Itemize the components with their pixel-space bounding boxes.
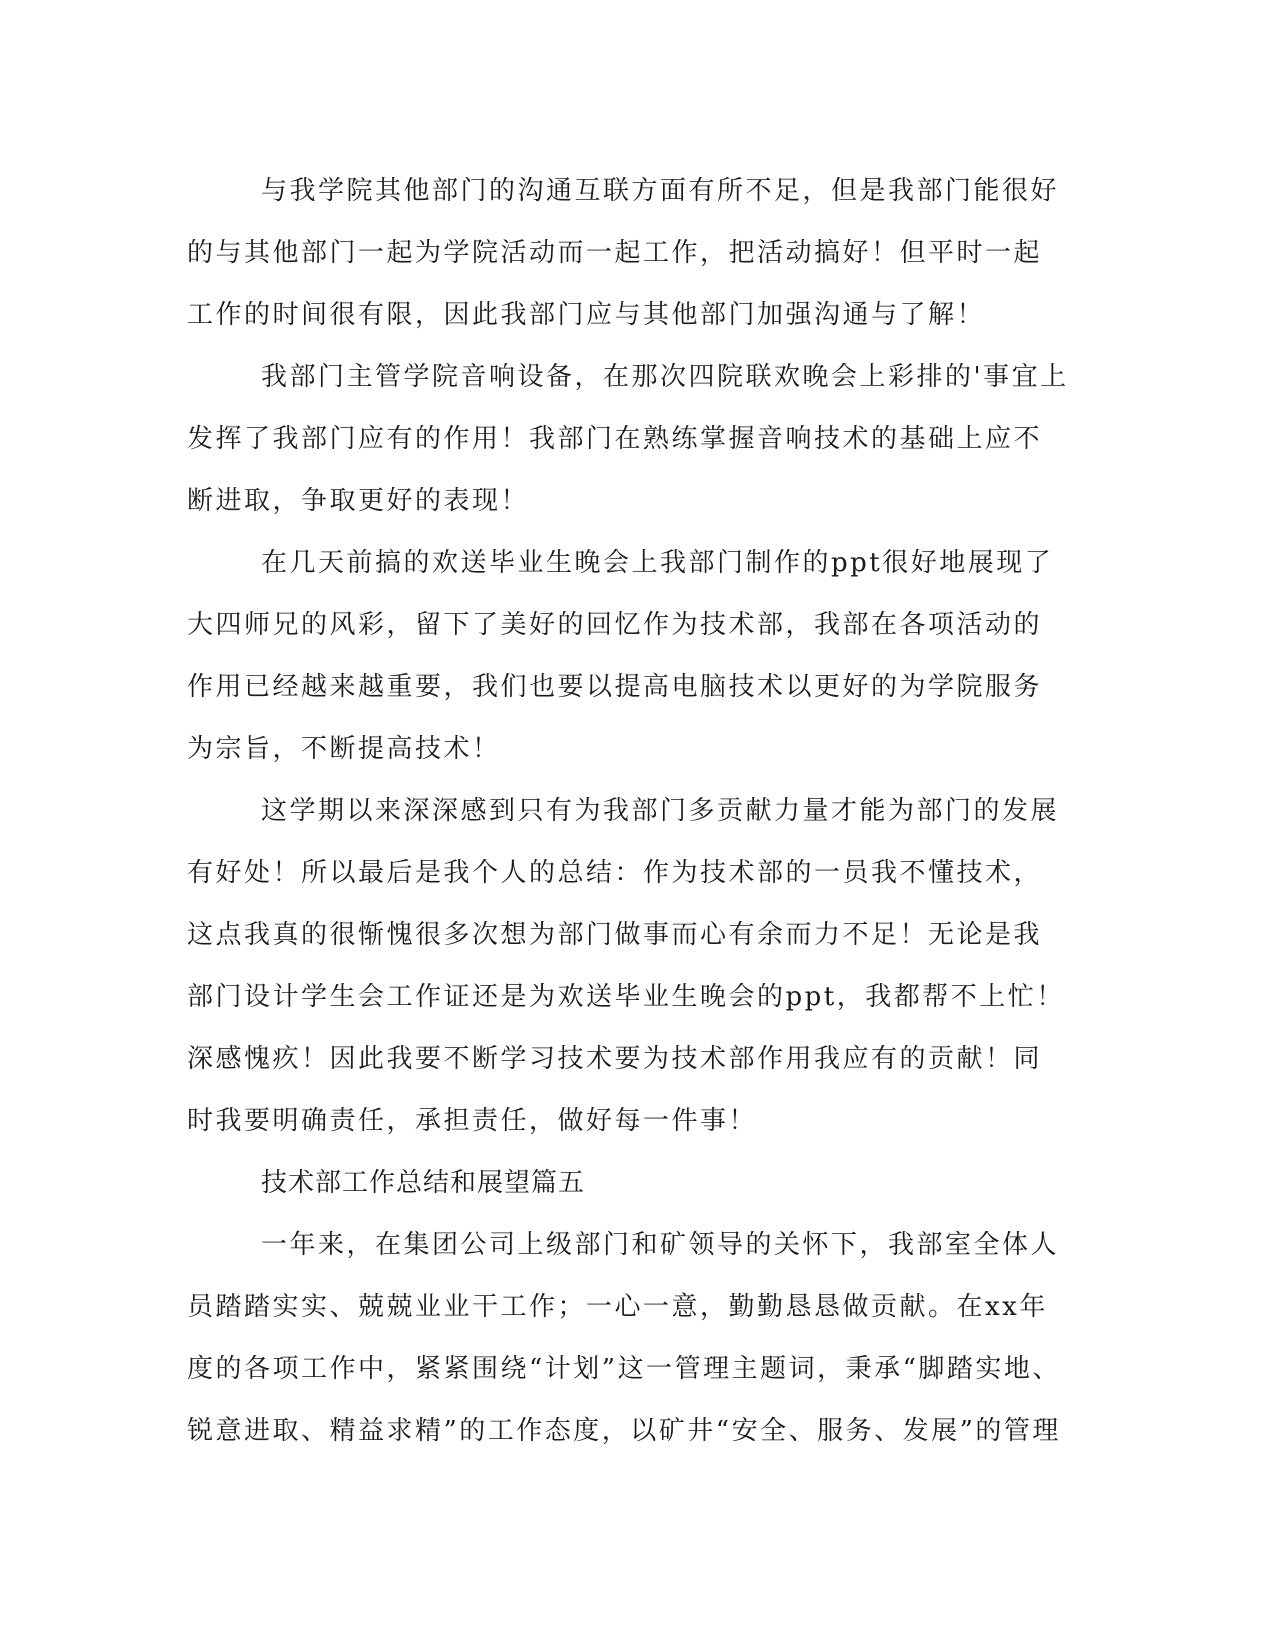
paragraph-4 xyxy=(187,780,1087,1152)
text-line: 发挥了我部门应有的作用！我部门在熟练掌握音响技术的基础上应不 xyxy=(187,424,1043,454)
text-line: 与我学院其他部门的沟通互联方面有所不足，但是我部门能很好 xyxy=(261,176,1060,206)
document-body xyxy=(187,160,1087,1462)
text-line: 断进取，争取更好的表现！ xyxy=(187,486,530,516)
text-line: 部门设计学生会工作证还是为欢送毕业生晚会的ppt，我都帮不上忙！ xyxy=(187,982,1065,1012)
text-line: 锐意进取、精益求精”的工作态度，以矿井“安全、服务、发展”的管理 xyxy=(187,1416,1061,1446)
text-line: 作用已经越来越重要，我们也要以提高电脑技术以更好的为学院服务 xyxy=(187,672,1043,702)
text-line: 一年来，在集团公司上级部门和矿领导的关怀下，我部室全体人 xyxy=(261,1230,1060,1260)
text-line: 深感愧疚！因此我要不断学习技术要为技术部作用我应有的贡献！同 xyxy=(187,1044,1043,1074)
section-heading-block xyxy=(187,1152,1087,1214)
text-line: 度的各项工作中，紧紧围绕“计划”这一管理主题词，秉承“脚踏实地、 xyxy=(187,1354,1061,1384)
text-line: 时我要明确责任，承担责任，做好每一件事！ xyxy=(187,1106,758,1136)
text-line: 大四师兄的风彩，留下了美好的回忆作为技术部，我部在各项活动的 xyxy=(187,610,1043,640)
text-line: 这学期以来深深感到只有为我部门多贡献力量才能为部门的发展 xyxy=(261,796,1060,826)
text-line: 工作的时间很有限，因此我部门应与其他部门加强沟通与了解！ xyxy=(187,300,986,330)
text-line: 我部门主管学院音响设备，在那次四院联欢晚会上彩排的'事宜上 xyxy=(261,362,1069,392)
paragraph-5 xyxy=(187,1214,1087,1462)
paragraph-1 xyxy=(187,160,1087,346)
text-line: 的与其他部门一起为学院活动而一起工作，把活动搞好！但平时一起 xyxy=(187,238,1043,268)
text-line: 有好处！所以最后是我个人的总结：作为技术部的一员我不懂技术， xyxy=(187,858,1043,888)
paragraph-2 xyxy=(187,346,1087,532)
text-line: 这点我真的很惭愧很多次想为部门做事而心有余而力不足！无论是我 xyxy=(187,920,1043,950)
paragraph-3 xyxy=(187,532,1087,780)
text-line: 在几天前搞的欢送毕业生晚会上我部门制作的ppt很好地展现了 xyxy=(261,548,1054,578)
text-line: 员踏踏实实、兢兢业业干工作；一心一意，勤勤恳恳做贡献。在xx年 xyxy=(187,1292,1048,1322)
section-heading: 技术部工作总结和展望篇五 xyxy=(261,1168,586,1198)
text-line: 为宗旨，不断提高技术！ xyxy=(187,734,501,764)
